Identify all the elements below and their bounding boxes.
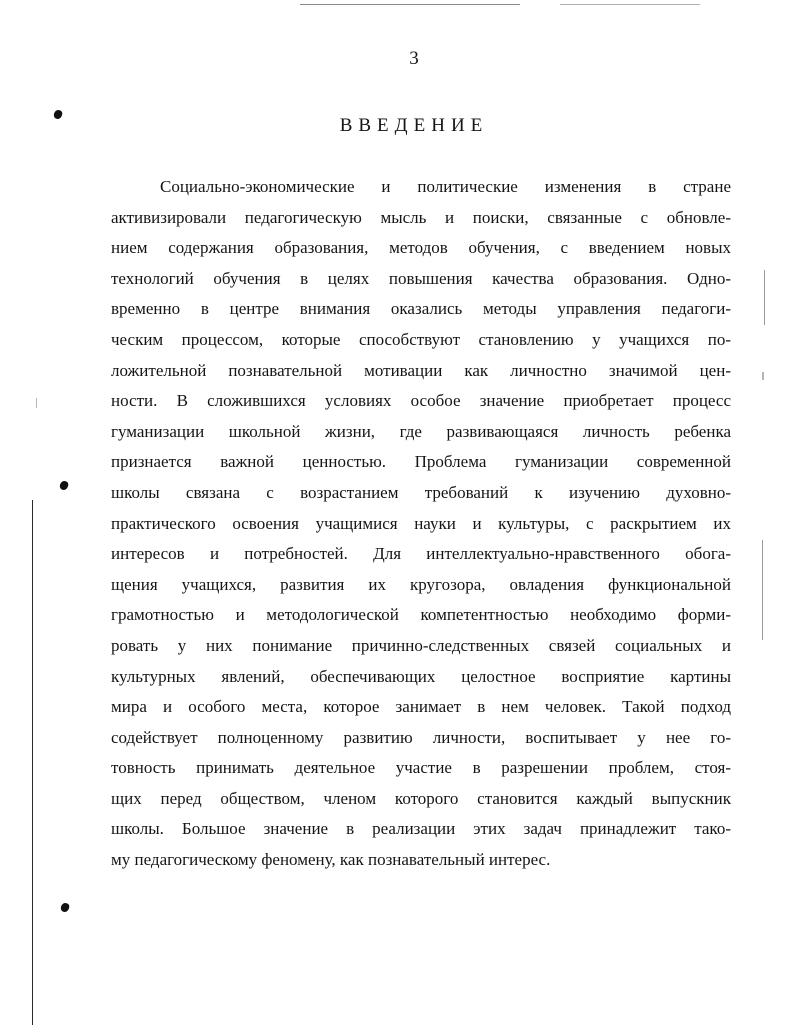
section-heading: ВВЕДЕНИЕ <box>339 115 489 136</box>
paragraph-line: Социально-экономические и политические изменения в стране <box>160 177 731 196</box>
paragraph-line: ровать у них понимание причинно-следственных связей социальных и <box>111 635 731 655</box>
paragraph-line: культурных явлений, обеспечивающих целостное восприятие картины <box>111 666 731 686</box>
paragraph-line: грамотностью и методологической компетентностью необходимо форми- <box>111 605 731 625</box>
paragraph-line: школы. Большое значение в реализации этих задач принадлежит тако- <box>111 819 731 839</box>
scan-artifact-mark <box>36 398 37 408</box>
paragraph-line: гуманизации школьной жизни, где развивающаяся личность ребенка <box>111 421 731 441</box>
paragraph-line: ности. В сложившихся условиях особое значение приобретает процесс <box>111 391 731 411</box>
scan-artifact-left-edge <box>32 500 33 1025</box>
paragraph-line: признается важной ценностью. Проблема гуманизации современной <box>111 452 731 472</box>
scan-artifact-right-edge <box>764 270 765 325</box>
paragraph-line: активизировали педагогическую мысль и поиски, связанные с обновле- <box>111 207 731 227</box>
paragraph-line: мира и особого места, которое занимает в нем человек. Такой подход <box>111 697 731 717</box>
paragraph-line: товность принимать деятельное участие в разрешении проблем, стоя- <box>111 758 731 778</box>
paragraph-line: щения учащихся, развития их кругозора, овладения функциональной <box>111 574 731 594</box>
paragraph-line: временно в центре внимания оказались методы управления педагоги- <box>111 299 731 319</box>
binder-hole-mark <box>60 902 71 913</box>
paragraph-line: ложительной познавательной мотивации как личностно значимой цен- <box>111 360 731 380</box>
paragraph-line: содействует полноценному развитию личности, воспитывает у нее го- <box>111 727 731 747</box>
binder-hole-mark <box>59 480 70 491</box>
scan-artifact-top-rule <box>300 4 520 5</box>
paragraph-line: школы связана с возрастанием требований к изучению духовно- <box>111 482 731 502</box>
paragraph-line: щих перед обществом, членом которого становится каждый выпускник <box>111 788 731 808</box>
paragraph-line: технологий обучения в целях повышения качества образования. Одно- <box>111 268 731 288</box>
scan-artifact-top-rule <box>560 4 700 5</box>
paragraph-line: му педагогическому феномену, как познавательный интерес. <box>111 850 551 870</box>
paragraph-line: практического освоения учащимися науки и культуры, с раскрытием их <box>111 513 731 533</box>
scan-artifact-mark <box>762 372 764 380</box>
page-number: 3 <box>409 48 419 69</box>
paragraph-line: интересов и потребностей. Для интеллектуально-нравственного обога- <box>111 544 731 564</box>
paragraph-line: нием содержания образования, методов обучения, с введением новых <box>111 238 731 258</box>
paragraph-line: ческим процессом, которые способствуют становлению у учащихся по- <box>111 329 731 349</box>
body-paragraph <box>111 172 731 876</box>
scan-artifact-right-edge <box>762 540 763 640</box>
